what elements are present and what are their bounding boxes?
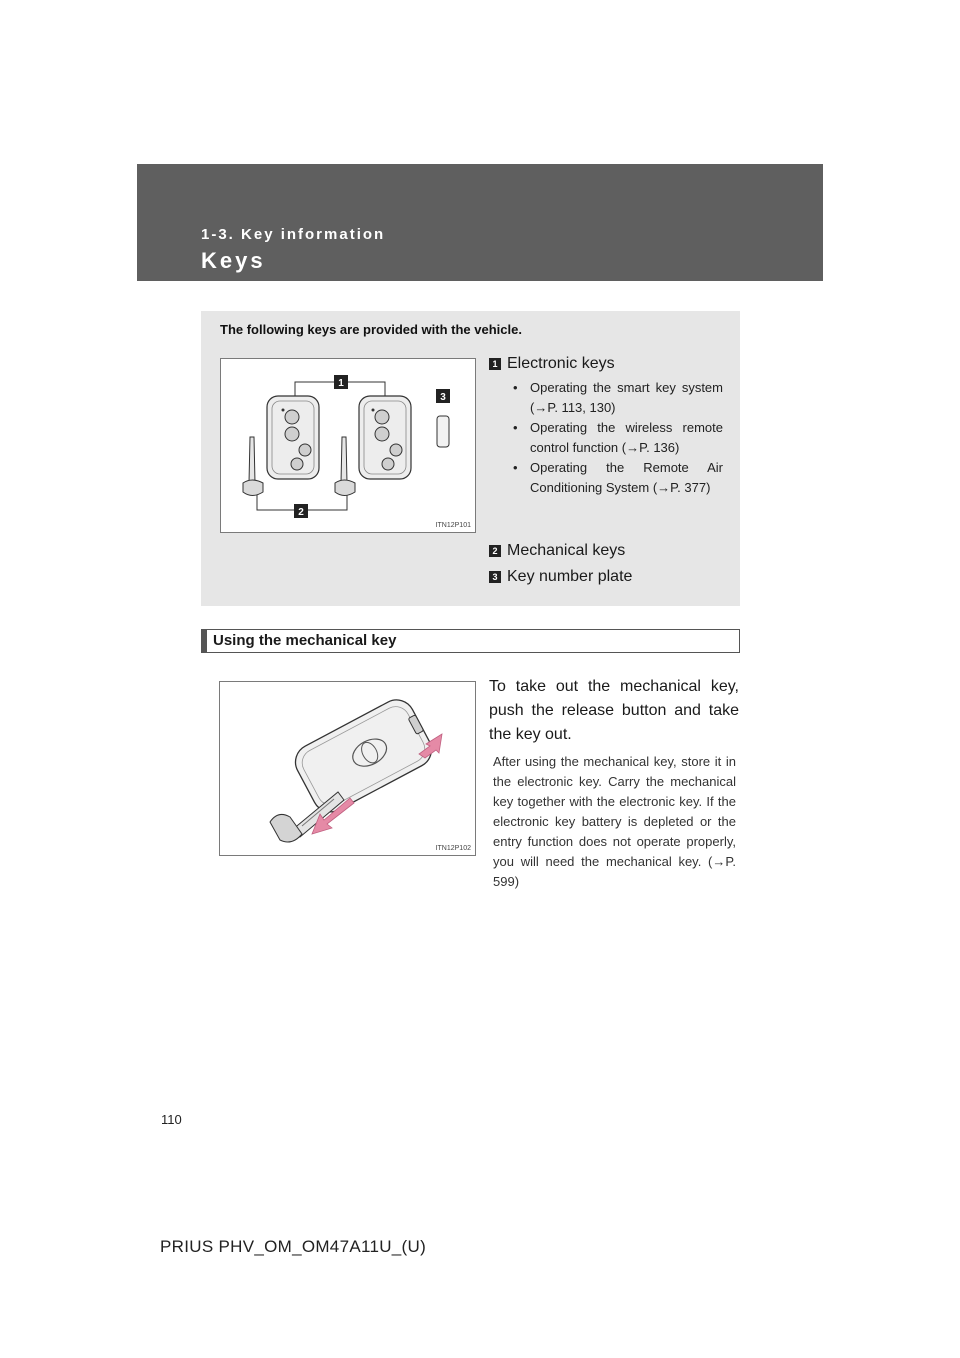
electronic-key-left	[267, 396, 319, 479]
key-number-plate	[437, 416, 449, 447]
bullet-smart-key: • Operating the smart key system (→P. 113, 130)	[513, 378, 723, 418]
document-id: PRIUS PHV_OM_OM47A11U_(U)	[160, 1237, 427, 1256]
electronic-key-functions	[513, 378, 723, 498]
item-number-badge: 3	[489, 571, 501, 583]
mechanical-key-left	[243, 437, 263, 496]
svg-text:3: 3	[440, 392, 446, 403]
keys-drawing	[221, 359, 475, 532]
svg-text:1: 1	[338, 378, 344, 389]
mechanical-key-illustration	[219, 681, 476, 856]
section-label: 1-3. Key information	[201, 226, 386, 243]
item-number-badge: 2	[489, 545, 501, 557]
item-electronic-keys	[489, 355, 615, 373]
item-number-badge: 1	[489, 358, 501, 370]
note-text: After using the mechanical key, store it in the electronic key. Carry the mechanical key together with the electronic key. If the electronic key battery is depleted or the entry function does not operate properly, you will need the mechanical key. (→P. 599)	[493, 754, 736, 889]
figure-code: ITN12P102	[435, 845, 471, 852]
section-heading: Using the mechanical key	[201, 629, 740, 653]
intro-text: The following keys are provided with the vehicle.	[220, 322, 522, 337]
electronic-key-right	[359, 396, 411, 479]
intro-box	[201, 311, 740, 606]
bullet-remote-ac: • Operating the Remote Air Conditioning System (→P. 377)	[513, 458, 723, 498]
item-key-number-plate	[489, 568, 632, 586]
bullet-wireless-remote: • Operating the wireless remote control function (→P. 136)	[513, 418, 723, 458]
figure-code: ITN12P101	[435, 522, 471, 529]
item-label: Mechanical keys	[507, 542, 626, 559]
mechanical-key-drawing	[220, 682, 475, 855]
item-label: Electronic keys	[507, 355, 615, 372]
keys-illustration	[220, 358, 476, 533]
mechanical-key-right	[335, 437, 355, 496]
item-mechanical-keys	[489, 542, 625, 560]
svg-text:2: 2	[298, 507, 304, 518]
item-label: Key number plate	[507, 568, 633, 585]
page-title: Keys	[201, 248, 266, 273]
instruction-text: To take out the mechanical key, push the release button and take the key out.	[489, 678, 739, 743]
page-number: 110	[161, 1112, 182, 1127]
chapter-header	[137, 164, 823, 281]
